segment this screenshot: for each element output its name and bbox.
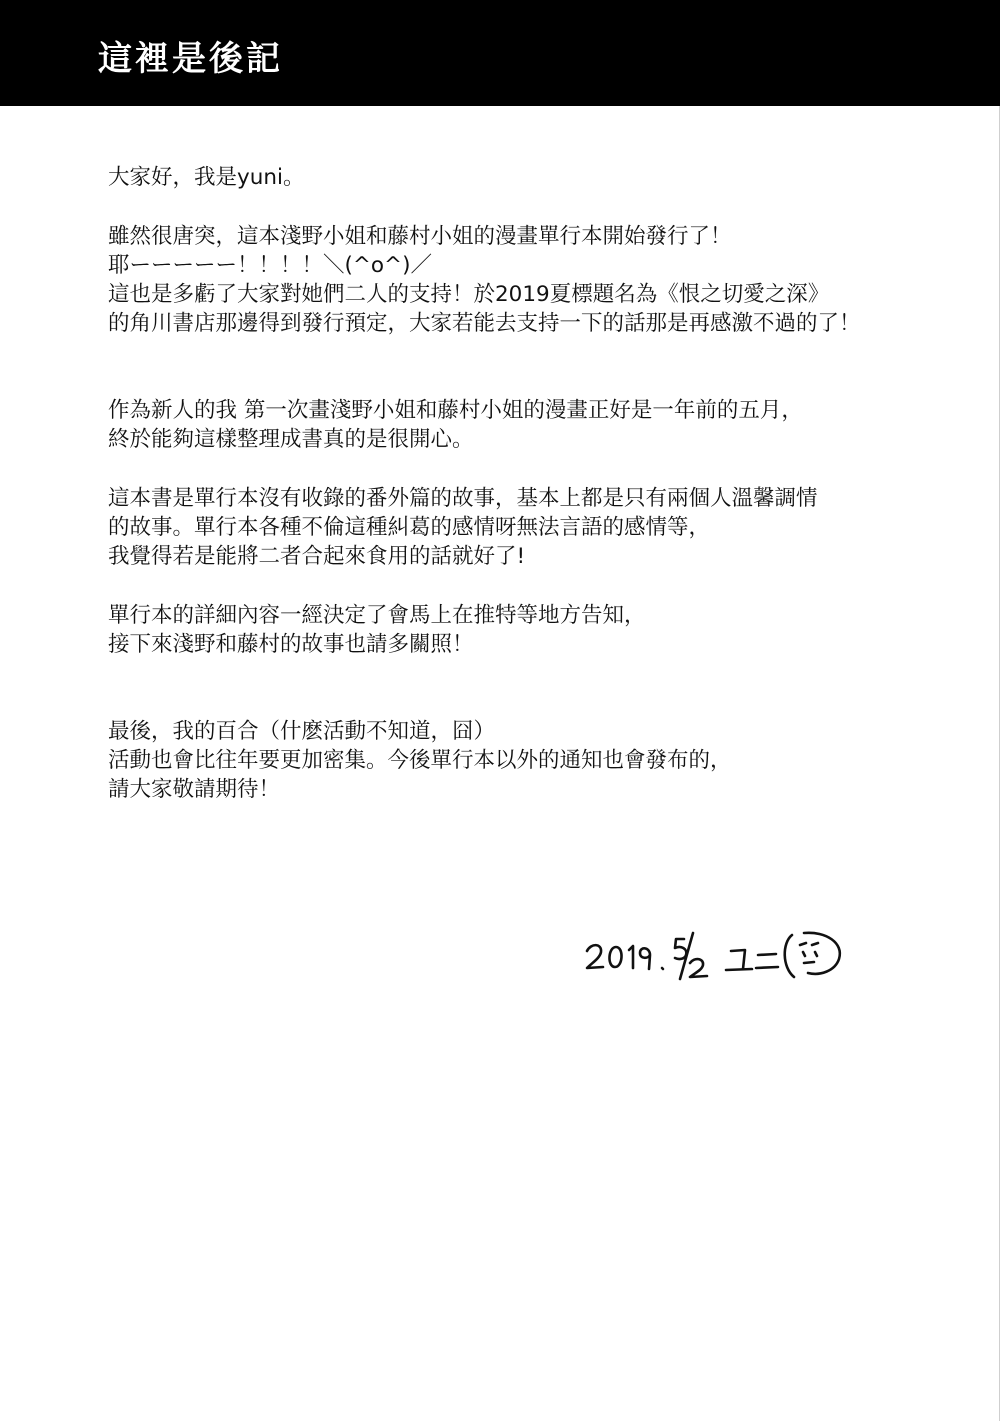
text-line: 活動也會比往年要更加密集。今後單行本以外的通知也會發布的， — [108, 748, 732, 773]
text-line: 終於能夠這樣整理成書真的是很開心。 — [108, 427, 474, 452]
paragraph-closing — [108, 717, 968, 804]
text-line: 作為新人的我 第一次畫淺野小姐和藤村小姐的漫畫正好是一年前的五月， — [108, 398, 803, 423]
text-line: 單行本的詳細內容一經決定了會馬上在推特等地方告知， — [108, 603, 646, 628]
text-line: 雖然很唐突，這本淺野小姐和藤村小姐的漫畫單行本開始發行了！ — [108, 224, 732, 249]
text-line: 的故事。單行本各種不倫這種糾葛的感情呀無法言語的感情等， — [108, 515, 711, 540]
title-banner — [0, 0, 1000, 106]
paragraph-background — [108, 396, 968, 454]
text-line: 最後，我的百合（什麽活動不知道，囧） — [108, 719, 496, 744]
text-line: 接下來淺野和藤村的故事也請多關照！ — [108, 632, 474, 657]
paragraph-content — [108, 484, 968, 571]
paragraph-greeting — [108, 163, 968, 192]
afterword-body — [108, 163, 968, 804]
handwritten-signature — [582, 925, 852, 985]
paragraph-announcement — [108, 222, 968, 338]
text-line: 的角川書店那邊得到發行預定，大家若能去支持一下的話那是再感激不過的了！ — [108, 311, 861, 336]
page-title: 這裡是後記 — [98, 39, 283, 79]
text-line: 請大家敬請期待！ — [108, 777, 281, 802]
text-line: 這本書是單行本沒有收錄的番外篇的故事，基本上都是只有兩個人溫馨調情 — [108, 486, 818, 511]
text-line: 耶ーーーーー！！！！＼(^o^)／ — [108, 253, 432, 278]
text-line: 我覺得若是能將二者合起來食用的話就好了! — [108, 544, 526, 569]
paragraph-details — [108, 601, 968, 659]
text-line: 這也是多虧了大家對她們二人的支持！於2019夏標題名為《恨之切愛之深》 — [108, 282, 830, 307]
text-line: 大家好，我是yuni。 — [108, 165, 305, 190]
